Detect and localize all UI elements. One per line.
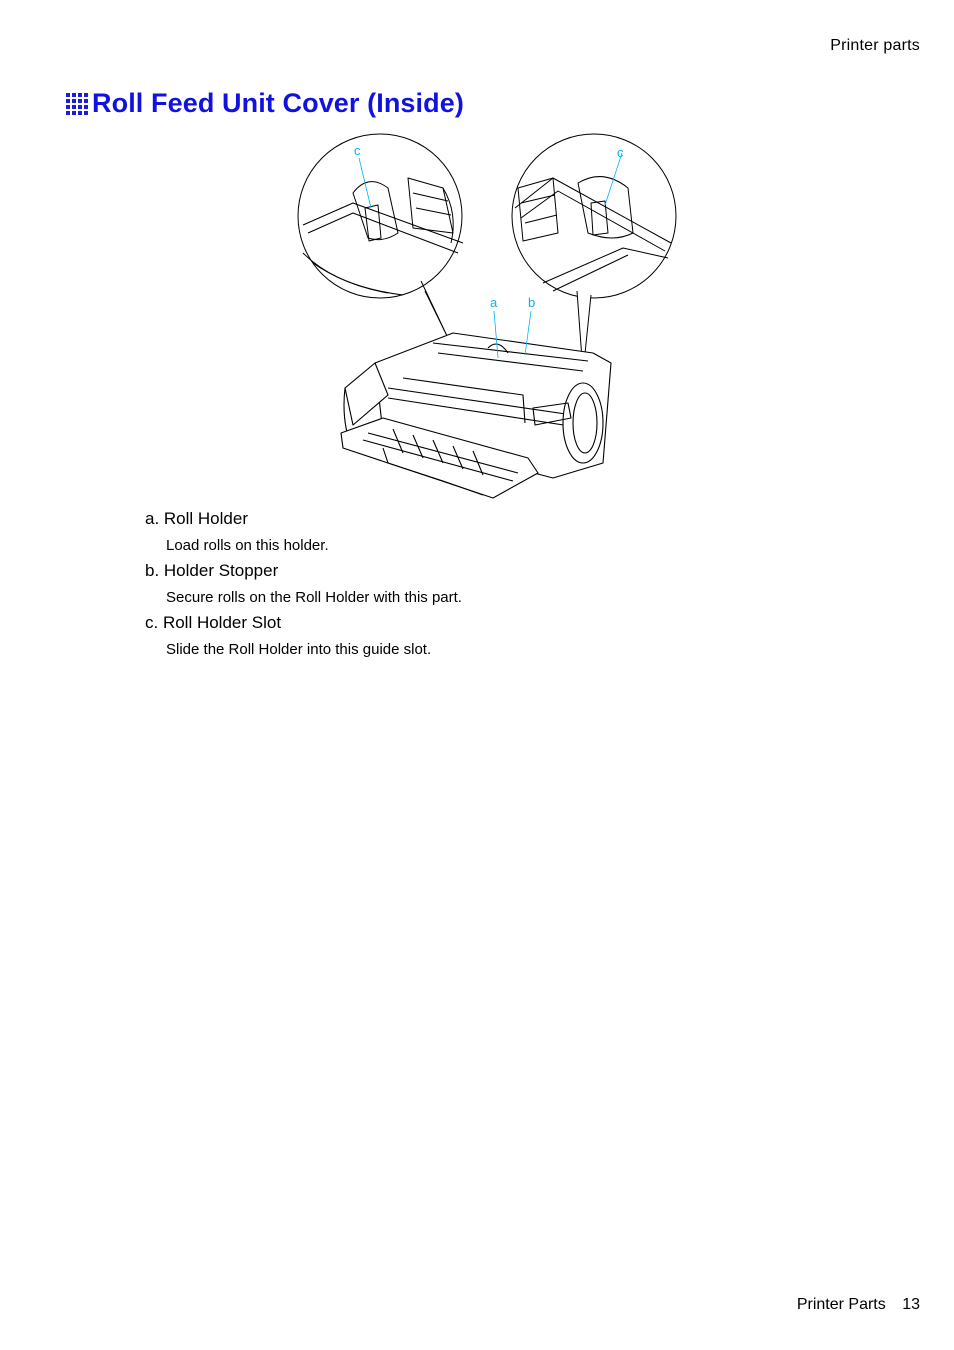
page-footer (797, 1296, 920, 1314)
part-term-roll-holder-slot: c. Roll Holder Slot (145, 613, 282, 632)
callout-a: a (490, 295, 498, 310)
footer-label: Printer Parts (796, 1296, 886, 1313)
callout-c-right: c (617, 145, 624, 160)
part-desc-roll-holder: Load rolls on this holder. (166, 537, 329, 554)
callout-c-left: c (354, 143, 361, 158)
right-detail-circle (512, 134, 676, 298)
part-desc-holder-stopper: Secure rolls on the Roll Holder with this part. (166, 589, 462, 606)
part-term-roll-holder: a. Roll Holder (145, 509, 248, 528)
page-title: Roll Feed Unit Cover (Inside) (92, 88, 464, 118)
printer-body (341, 333, 611, 498)
part-term-holder-stopper: b. Holder Stopper (145, 561, 279, 580)
page-number: 13 (902, 1296, 920, 1313)
part-desc-roll-holder-slot: Slide the Roll Holder into this guide slot. (166, 641, 432, 658)
title-row (65, 88, 464, 119)
parts-list (145, 508, 845, 664)
left-detail-circle (298, 134, 463, 298)
running-header: Printer parts (830, 37, 920, 54)
printer-illustration (293, 133, 683, 503)
grid-bullet-icon (65, 92, 89, 116)
callout-b: b (528, 295, 536, 310)
